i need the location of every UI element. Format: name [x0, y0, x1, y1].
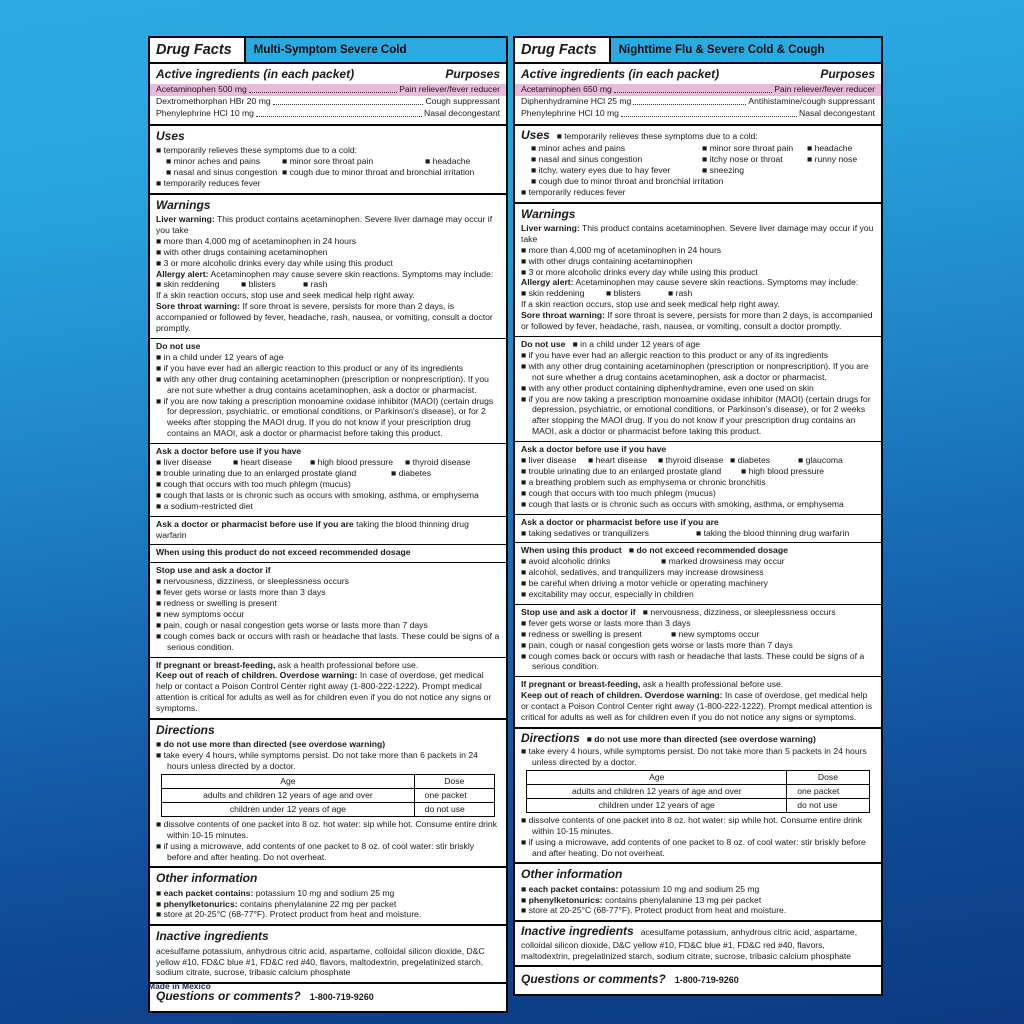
condition-item: ■ a breathing problem such as emphysema or chronic bronchitis [521, 476, 766, 487]
pregnancy-overdose-section [515, 676, 881, 727]
dosage-dose-cell: do not use [414, 802, 494, 816]
when-using-text: do not exceed recommended dosage [259, 547, 411, 558]
uses-heading: Uses [156, 128, 185, 143]
dosage-table [526, 770, 869, 813]
directions-item: ■ dissolve contents of one packet into 8 oz. hot water: sip while hot. Consume entire drink within 10-15 minutes. [521, 814, 863, 836]
stop-use-item: ■ fever gets worse or lasts more than 3 days [521, 617, 691, 628]
uses-intro: ■ temporarily relieves these symptoms due to a cold: [556, 130, 758, 141]
dosage-table [161, 774, 495, 817]
uses-row [531, 165, 875, 176]
do-not-use-heading: Do not use [156, 341, 201, 352]
directions-item: ■ do not use more than directed (see overdose warning) [586, 734, 816, 745]
condition-item: ■ high blood pressure [310, 457, 394, 468]
inactive-ingredients-text: acesulfame potassium, anhydrous citric acid, aspartame, colloidal silicon dioxide, D&C yellow #10, FD&C blue #1, FD&C red #40, flavors, maltodextrin, pregelatinized starch, sodium citrate, sucrose, tribasic calcium phosphate [521, 927, 858, 961]
when-using-item: ■ marked drowsiness may occur [661, 556, 785, 567]
condition-row [521, 466, 875, 477]
do-not-use-item: ■ if you have ever had an allergic reaction to this product or any of its ingredients [521, 349, 829, 360]
stop-use-item: ■ cough comes back or occurs with rash or headache that lasts. These could be signs of a serious condition. [521, 650, 865, 672]
warning-item: ■ skin reddening [521, 288, 585, 299]
when-using-heading: When using this product [156, 547, 257, 558]
phone-number: 1-800-719-9260 [674, 975, 739, 986]
dosage-age-cell: children under 12 years of age [162, 802, 415, 816]
stop-use-heading: Stop use and ask a doctor if [521, 606, 636, 617]
questions-heading: Questions or comments? [521, 972, 666, 987]
stop-use-item: ■ new symptoms occur [671, 628, 760, 639]
uses-heading: Uses [521, 127, 550, 142]
ingredient-row [515, 84, 881, 96]
when-using-text: ■ do not exceed recommended dosage [628, 545, 788, 556]
other-info-item: ■ store at 20-25°C (68-77°F). Protect product from heat and moisture. [156, 909, 422, 920]
warning-item: ■ skin reddening [156, 279, 220, 290]
directions-item: ■ dissolve contents of one packet into 8 oz. hot water: sip while hot. Consume entire drink within 10-15 minutes. [156, 818, 498, 840]
warning-item: ■ blisters [606, 288, 641, 299]
other-info-item: ■ each packet contains: potassium 10 mg and sodium 25 mg [521, 883, 760, 894]
dot-leader [256, 116, 422, 117]
drug-facts-panel-left [148, 36, 508, 1013]
directions-item: ■ if using a microwave, add contents of one packet to 8 oz. of cool water: stir briskly before and after heating. Do not overheat. [156, 840, 475, 862]
condition-item: ■ diabetes [730, 455, 771, 466]
allergy-symptoms-row [156, 279, 500, 290]
condition-item: ■ diabetes [391, 467, 432, 478]
condition-item: ■ high blood pressure [741, 465, 825, 476]
when-using-item: ■ be careful when driving a motor vehicle or operating machinery [521, 578, 768, 589]
ask-pharmacist-item: ■ taking sedatives or tranquilizers [521, 527, 649, 538]
ask-pharmacist-row [521, 528, 875, 539]
liver-warning: Liver warning: This product contains acetaminophen. Severe liver damage may occur if you take [156, 214, 493, 235]
skin-reaction-note: If a skin reaction occurs, stop use and seek medical help right away. [521, 299, 780, 310]
use-item: ■ minor sore throat pain [702, 143, 794, 154]
pregnancy-note: If pregnant or breast-feeding, ask a health professional before use. [156, 659, 419, 670]
do-not-use-item: ■ with any other product containing diphenhydramine, even one used on skin [521, 382, 814, 393]
uses-row [166, 167, 500, 178]
use-item: ■ itchy nose or throat [702, 154, 783, 165]
when-using-section [515, 542, 881, 604]
when-using-section [150, 544, 506, 562]
panel-header [150, 38, 506, 64]
when-using-item: ■ excitability may occur, especially in children [521, 589, 694, 600]
condition-row [156, 457, 500, 468]
dot-leader [621, 116, 797, 117]
dosage-col-header: Dose [787, 771, 869, 785]
other-information-section [150, 866, 506, 924]
do-not-use-item: ■ if you are now taking a prescription monoamine oxidase inhibitor (MAOI) (certain drugs for depression, psychiatric, or emotional conditions, or Parkinson's disease), or for 2 weeks after stopping the MAOI drug. If you do not know if your prescription drug contains an MAOI, ask a doctor or pharmacist before taking this product. [156, 395, 494, 439]
ask-doctor-heading: Ask a doctor before use if you have [156, 446, 302, 457]
condition-item: ■ trouble urinating due to an enlarged prostate gland [156, 467, 357, 478]
warning-item: ■ rash [668, 288, 693, 299]
when-using-heading: When using this product [521, 545, 622, 556]
warning-item: ■ more than 4,000 mg of acetaminophen in 24 hours [521, 244, 722, 255]
panel-title: Nighttime Flu & Severe Cold & Cough [618, 43, 825, 56]
condition-item: ■ a sodium-restricted diet [156, 500, 253, 511]
ask-pharmacist-section [515, 514, 881, 543]
ingredient-name: Phenylephrine HCl 10 mg [521, 108, 619, 119]
ingredient-name: Acetaminophen 650 mg [521, 84, 612, 95]
inactive-ingredients-heading: Inactive ingredients [156, 929, 269, 944]
overdose-warning: Keep out of reach of children. Overdose warning: In case of overdose, get medical help or contact a Poison Control Center right away (1-800-222-1222). Prompt medical attention is critical for adults as well as for children even if you do not notice any signs or symptoms. [156, 670, 492, 714]
ask-pharmacist-heading: Ask a doctor or pharmacist before use if you are [156, 518, 354, 529]
inactive-ingredients-section [515, 920, 881, 965]
use-item: ■ headache [807, 143, 853, 154]
condition-item: ■ glaucoma [798, 455, 843, 466]
ingredient-row [150, 84, 506, 96]
dot-leader [249, 92, 397, 93]
dosage-age-cell: children under 12 years of age [527, 798, 787, 812]
warning-item: ■ rash [303, 279, 328, 290]
phone-number: 1-800-719-9260 [309, 992, 374, 1003]
uses-section [515, 124, 881, 202]
condition-item: ■ cough that lasts or is chronic such as occurs with smoking, asthma, or emphysema [521, 498, 844, 509]
do-not-use-item: ■ in a child under 12 years of age [572, 339, 701, 350]
stop-use-item: ■ pain, cough or nasal congestion gets worse or lasts more than 7 days [521, 639, 793, 650]
panel-title: Multi-Symptom Severe Cold [253, 43, 407, 56]
dosage-dose-cell: one packet [414, 788, 494, 802]
dosage-age-cell: adults and children 12 years of age and over [527, 784, 787, 798]
other-info-item: ■ each packet contains: potassium 10 mg and sodium 25 mg [156, 887, 395, 898]
ask-pharmacist-item: ■ taking the blood thinning drug warfarin [696, 527, 850, 538]
dot-leader [614, 92, 772, 93]
do-not-use-heading: Do not use [521, 339, 566, 350]
dosage-age-cell: adults and children 12 years of age and over [162, 788, 415, 802]
ask-doctor-section [515, 441, 881, 513]
condition-item: ■ heart disease [588, 455, 648, 466]
uses-intro: ■ temporarily relieves these symptoms due to a cold: [156, 145, 358, 156]
directions-section [150, 718, 506, 866]
use-item: ■ minor aches and pains [166, 156, 261, 167]
condition-item: ■ cough that occurs with too much phlegm (mucus) [521, 487, 716, 498]
ingredient-name: Acetaminophen 500 mg [156, 84, 247, 95]
directions-item: ■ do not use more than directed (see overdose warning) [156, 739, 386, 750]
other-information-heading: Other information [156, 871, 258, 886]
use-item: ■ temporarily reduces fever [521, 186, 626, 197]
allergy-symptoms-row [521, 288, 875, 299]
do-not-use-section [150, 338, 506, 443]
dosage-dose-cell: one packet [787, 784, 869, 798]
dosage-col-header: Age [162, 775, 415, 789]
overdose-warning: Keep out of reach of children. Overdose warning: In case of overdose, get medical help or contact a Poison Control Center right away (1-800-222-1222). Prompt medical attention is critical for adults as well as for children even if you do not notice any signs or symptoms. [521, 690, 873, 723]
other-info-item: ■ phenylketonurics: contains phenylalanine 22 mg per packet [156, 898, 397, 909]
ingredient-purpose: Cough suppressant [425, 96, 500, 107]
dosage-dose-cell: do not use [787, 798, 869, 812]
ask-pharmacist-text: taking the blood thinning drug warfarin [156, 518, 469, 540]
stop-use-item: ■ redness or swelling is present [156, 598, 277, 609]
warnings-heading: Warnings [521, 206, 576, 221]
when-using-item: ■ alcohol, sedatives, and tranquilizers may increase drowsiness [521, 567, 764, 578]
made-in-note: Made in Mexico [148, 981, 211, 991]
do-not-use-section [515, 336, 881, 441]
other-info-item: ■ store at 20-25°C (68-77°F). Protect product from heat and moisture. [521, 905, 787, 916]
directions-item: ■ take every 4 hours, while symptoms persist. Do not take more than 6 packets in 24 hours unless directed by a doctor. [156, 750, 478, 772]
panel-header [515, 38, 881, 64]
do-not-use-item: ■ in a child under 12 years of age [156, 351, 284, 362]
ingredient-purpose: Pain reliever/fever reducer [774, 84, 875, 95]
pregnancy-overdose-section [150, 657, 506, 719]
condition-row [521, 455, 875, 466]
pregnancy-note: If pregnant or breast-feeding, ask a health professional before use. [521, 679, 784, 690]
do-not-use-item: ■ with any other drug containing acetaminophen (prescription or nonprescription). If you are not sure whether a drug contains acetaminophen, ask a doctor or pharmacist. [156, 373, 489, 395]
other-information-section [515, 862, 881, 920]
uses-row [166, 156, 500, 167]
purposes-heading: Purposes [445, 67, 500, 81]
condition-item: ■ trouble urinating due to an enlarged prostate gland [521, 465, 722, 476]
warning-item: ■ with other drugs containing acetaminophen [521, 255, 693, 266]
warning-item: ■ 3 or more alcoholic drinks every day while using this product [156, 257, 393, 268]
use-item: ■ cough due to minor throat and bronchial irritation [531, 175, 724, 186]
do-not-use-item: ■ with any other drug containing acetaminophen (prescription or nonprescription). If you are not sure whether a drug contains acetaminophen, ask a doctor or pharmacist. [521, 360, 869, 382]
ingredient-row [156, 108, 500, 120]
ingredient-row [521, 108, 875, 120]
ingredient-name: Phenylephrine HCl 10 mg [156, 108, 254, 119]
stop-use-item: ■ redness or swelling is present [521, 628, 642, 639]
do-not-use-item: ■ if you are now taking a prescription monoamine oxidase inhibitor (MAOI) (certain drugs for depression, psychiatric, or emotional conditions, or Parkinson's disease), or for 2 weeks after stopping the MAOI drug. If you do not know if your prescription drug contains an MAOI, ask a doctor or pharmacist before taking this product. [521, 393, 871, 437]
other-info-item: ■ phenylketonurics: contains phenylalanine 13 mg per packet [521, 894, 762, 905]
condition-item: ■ cough that lasts or is chronic such as occurs with smoking, asthma, or emphysema [156, 489, 479, 500]
when-using-item: ■ avoid alcoholic drinks [521, 556, 611, 567]
stop-use-item: ■ new symptoms occur [156, 608, 245, 619]
allergy-alert: Allergy alert: Acetaminophen may cause severe skin reactions. Symptoms may include: [156, 268, 494, 279]
inactive-ingredients-heading: Inactive ingredients [521, 924, 634, 939]
use-item: ■ cough due to minor throat and bronchial irritation [282, 167, 475, 177]
when-using-row [521, 556, 875, 567]
inactive-ingredients-text: acesulfame potassium, anhydrous citric acid, aspartame, colloidal silicon dioxide, D&C yellow #10, FD&C blue #1, FD&C red #40, flavors, maltodextrin, pregelatinized starch, sodium citrate, sucrose, tribasic calcium phosphate [156, 945, 485, 978]
stop-use-section [150, 562, 506, 656]
directions-heading: Directions [156, 723, 215, 738]
do-not-use-item: ■ if you have ever had an allergic reaction to this product or any of its ingredients [156, 362, 464, 373]
other-information-heading: Other information [521, 867, 623, 882]
uses-row [531, 143, 875, 154]
ingredient-purpose: Nasal decongestant [799, 108, 875, 119]
condition-item: ■ liver disease [156, 457, 212, 468]
stop-use-section [515, 604, 881, 676]
ingredient-purpose: Antihistamine/cough suppressant [748, 96, 875, 107]
condition-item: ■ liver disease [521, 455, 577, 466]
ask-pharmacist-heading: Ask a doctor or pharmacist before use if you are [521, 516, 719, 527]
warnings-section [150, 193, 506, 338]
skin-reaction-note: If a skin reaction occurs, stop use and seek medical help right away. [156, 290, 415, 301]
stop-use-row [521, 629, 875, 640]
drug-facts-panel-right [513, 36, 883, 996]
use-item: ■ minor aches and pains [531, 143, 626, 154]
ask-doctor-heading: Ask a doctor before use if you have [521, 444, 667, 455]
stop-use-item: ■ cough comes back or occurs with rash or headache that lasts. These could be signs of a serious condition. [156, 630, 500, 652]
active-ingredients-heading: Active ingredients (in each packet) [521, 67, 720, 81]
dosage-col-header: Dose [414, 775, 494, 789]
use-item: ■ minor sore throat pain [282, 156, 374, 167]
use-item: ■ nasal and sinus congestion [166, 167, 278, 177]
stop-use-item: ■ fever gets worse or lasts more than 3 days [156, 587, 326, 598]
active-ingredients-heading: Active ingredients (in each packet) [156, 67, 355, 81]
use-item: ■ headache [425, 156, 471, 167]
stop-use-item: ■ pain, cough or nasal congestion gets worse or lasts more than 7 days [156, 619, 428, 630]
condition-item: ■ heart disease [233, 457, 293, 468]
active-ingredients-section [515, 64, 881, 124]
ingredient-name: Diphenhydramine HCl 25 mg [521, 96, 632, 107]
liver-warning: Liver warning: This product contains acetaminophen. Severe liver damage may occur if you take [521, 222, 874, 244]
stop-use-item: ■ nervousness, dizziness, or sleeplessness occurs [156, 576, 349, 587]
condition-row [156, 468, 500, 479]
ingredient-row [156, 96, 500, 108]
warnings-heading: Warnings [156, 197, 211, 212]
dot-leader [273, 104, 424, 105]
use-item: ■ nasal and sinus congestion [531, 154, 643, 165]
sore-throat-warning: Sore throat warning: If sore throat is severe, persists for more than 2 days, is accompanied or followed by fever, headache, rash, nausea, or vomiting, consult a doctor promptly. [521, 310, 873, 332]
dosage-col-header: Age [527, 771, 787, 785]
dot-leader [633, 104, 746, 105]
ingredient-row [521, 96, 875, 108]
condition-item: ■ thyroid disease [658, 455, 724, 466]
condition-item: ■ thyroid disease [405, 457, 471, 468]
directions-section [515, 727, 881, 862]
condition-item: ■ cough that occurs with too much phlegm (mucus) [156, 478, 351, 489]
drug-facts-tab: Drug Facts [150, 38, 246, 62]
warnings-section [515, 202, 881, 336]
stop-use-item: ■ nervousness, dizziness, or sleeplessness occurs [642, 606, 836, 617]
drug-facts-tab: Drug Facts [515, 38, 611, 62]
directions-item: ■ if using a microwave, add contents of one packet to 8 oz. of cool water: stir briskly before and after heating. Do not overheat. [521, 836, 866, 858]
use-item: ■ itchy, watery eyes due to hay fever [531, 165, 671, 175]
warning-item: ■ blisters [241, 279, 276, 290]
ingredient-purpose: Nasal decongestant [424, 108, 500, 119]
use-item: ■ sneezing [702, 165, 744, 175]
ask-doctor-section [150, 443, 506, 515]
use-item: ■ temporarily reduces fever [156, 177, 261, 188]
allergy-alert: Allergy alert: Acetaminophen may cause severe skin reactions. Symptoms may include: [521, 277, 859, 288]
active-ingredients-section [150, 64, 506, 124]
warning-item: ■ with other drugs containing acetaminophen [156, 246, 328, 257]
purposes-heading: Purposes [820, 67, 875, 81]
ingredient-purpose: Pain reliever/fever reducer [399, 84, 500, 95]
ask-pharmacist-section [150, 516, 506, 545]
use-item: ■ runny nose [807, 154, 858, 165]
directions-item: ■ take every 4 hours, while symptoms persist. Do not take more than 5 packets in 24 hours unless directed by a doctor. [521, 746, 867, 768]
ingredient-name: Dextromethorphan HBr 20 mg [156, 96, 271, 107]
sore-throat-warning: Sore throat warning: If sore throat is severe, persists for more than 2 days, is accompanied or followed by fever, headache, rash, nausea, or vomiting, consult a doctor promptly. [156, 301, 493, 334]
questions-heading: Questions or comments? [156, 989, 301, 1004]
stop-use-heading: Stop use and ask a doctor if [156, 565, 271, 576]
uses-section [150, 124, 506, 193]
directions-heading: Directions [521, 731, 580, 746]
warning-item: ■ more than 4,000 mg of acetaminophen in 24 hours [156, 235, 357, 246]
inactive-ingredients-section [150, 924, 506, 982]
questions-section [515, 965, 881, 993]
warning-item: ■ 3 or more alcoholic drinks every day while using this product [521, 266, 758, 277]
uses-row [531, 154, 875, 165]
